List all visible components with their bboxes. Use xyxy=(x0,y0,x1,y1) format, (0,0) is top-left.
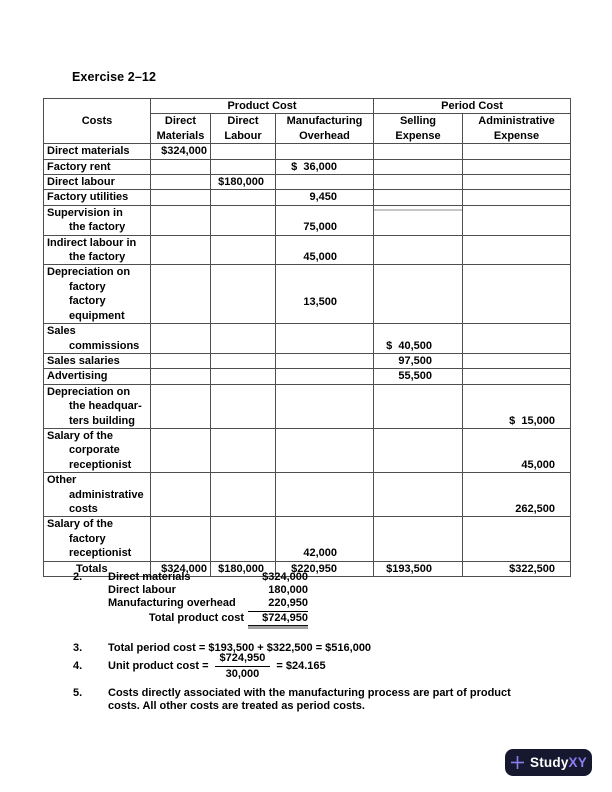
row-value-dl xyxy=(211,190,276,205)
row-value-dl xyxy=(211,384,276,428)
page-title: Exercise 2–12 xyxy=(72,70,157,84)
equation-prefix: Unit product cost = xyxy=(108,660,209,673)
row-value-mo xyxy=(276,144,374,159)
row-value-se xyxy=(374,473,463,517)
row-value-se xyxy=(374,190,463,205)
column-header-costs: Costs xyxy=(44,99,151,144)
row-value-se xyxy=(374,384,463,428)
unit-cost-equation xyxy=(108,652,326,681)
row-value-ae: 262,500 xyxy=(463,473,571,517)
logo-text-study: Study xyxy=(530,755,569,770)
row-value-dm xyxy=(151,324,211,354)
calc-label: Direct materials xyxy=(108,571,191,583)
plus-icon xyxy=(510,755,525,770)
table-row xyxy=(44,175,571,190)
item-number: 3. xyxy=(73,642,83,654)
row-value-dm xyxy=(151,205,211,235)
row-value-dl xyxy=(211,428,276,472)
column-header-administrative-expense: Administrative Expense xyxy=(463,114,571,144)
column-header-selling-expense: Selling Expense xyxy=(374,114,463,144)
totals-administrative-expense: $322,500 xyxy=(463,561,571,576)
table-row xyxy=(44,384,571,428)
row-value-se: 55,500 xyxy=(374,369,463,384)
row-label: Other administrative costs xyxy=(44,473,151,517)
row-value-dm xyxy=(151,265,211,324)
table-row xyxy=(44,235,571,265)
row-label: Depreciation on the headquar- ters building xyxy=(44,384,151,428)
calc-label: Manufacturing overhead xyxy=(108,597,236,610)
item-4-unit-product-cost xyxy=(73,652,326,681)
row-value-dl xyxy=(211,144,276,159)
row-value-mo xyxy=(276,175,374,190)
row-value-se xyxy=(374,205,463,235)
table-row xyxy=(44,353,571,368)
calc-value: 180,000 xyxy=(268,584,308,597)
row-value-ae xyxy=(463,265,571,324)
row-value-mo xyxy=(276,369,374,384)
row-value-dl xyxy=(211,353,276,368)
row-value-mo: 42,000 xyxy=(276,517,374,561)
calc-total-label: Total product cost xyxy=(148,611,244,624)
row-label: Factory rent xyxy=(44,159,151,174)
row-value-dl xyxy=(211,265,276,324)
row-value-dl xyxy=(211,473,276,517)
calc-row xyxy=(108,571,308,584)
row-value-se xyxy=(374,428,463,472)
calc-total-value: $724,950 xyxy=(248,612,308,626)
table-row xyxy=(44,324,571,354)
table-row xyxy=(44,428,571,472)
row-value-ae xyxy=(463,159,571,174)
row-value-dl xyxy=(211,235,276,265)
row-value-se xyxy=(374,235,463,265)
row-label: Advertising xyxy=(44,369,151,384)
fraction xyxy=(215,652,271,681)
row-value-dl xyxy=(211,205,276,235)
fraction-denominator: 30,000 xyxy=(225,668,260,681)
row-value-se xyxy=(374,175,463,190)
column-header-direct-materials: Direct Materials xyxy=(151,114,211,144)
row-value-dm xyxy=(151,384,211,428)
totals-direct-materials: $324,000 xyxy=(151,561,211,576)
table-row xyxy=(44,517,571,561)
item-number: 5. xyxy=(73,687,83,699)
row-value-ae xyxy=(463,369,571,384)
row-value-dm xyxy=(151,235,211,265)
column-group-period-cost: Period Cost xyxy=(374,99,571,114)
explanation-line: costs. All other costs are treated as period costs. xyxy=(108,700,365,713)
item-2-product-cost-calculation xyxy=(73,571,308,626)
row-value-mo: 45,000 xyxy=(276,235,374,265)
row-value-dm xyxy=(151,159,211,174)
row-value-dl xyxy=(211,369,276,384)
table-header-row-groups xyxy=(44,99,571,114)
row-value-dm xyxy=(151,517,211,561)
table-row xyxy=(44,473,571,517)
row-value-ae: $ 15,000 xyxy=(463,384,571,428)
row-value-mo: 9,450 xyxy=(276,190,374,205)
item-5-explanation xyxy=(73,687,511,713)
column-header-manufacturing-overhead: Manufacturing Overhead xyxy=(276,114,374,144)
row-value-se: 97,500 xyxy=(374,353,463,368)
row-value-mo: $ 36,000 xyxy=(276,159,374,174)
table-row xyxy=(44,159,571,174)
row-value-ae: 45,000 xyxy=(463,428,571,472)
item-number: 4. xyxy=(73,660,83,673)
calc-value-underlined: 220,950 xyxy=(248,597,308,611)
column-group-product-cost: Product Cost xyxy=(151,99,374,114)
logo-wordmark xyxy=(530,755,587,770)
row-label: Supervision in the factory xyxy=(44,205,151,235)
table-row xyxy=(44,190,571,205)
row-value-ae xyxy=(463,190,571,205)
row-value-dl xyxy=(211,159,276,174)
row-label: Sales commissions xyxy=(44,324,151,354)
totals-selling-expense: $193,500 xyxy=(374,561,463,576)
row-value-mo: 75,000 xyxy=(276,205,374,235)
row-label: Sales salaries xyxy=(44,353,151,368)
calc-label: Direct labour xyxy=(108,584,176,597)
table-row xyxy=(44,144,571,159)
table-row xyxy=(44,369,571,384)
row-label: Depreciation on factory factory equipment xyxy=(44,265,151,324)
row-value-ae xyxy=(463,324,571,354)
row-label: Indirect labour in the factory xyxy=(44,235,151,265)
explanation-line: Costs directly associated with the manufacturing process are part of product xyxy=(108,687,511,699)
product-cost-schedule xyxy=(108,571,308,626)
row-label: Salary of the factory receptionist xyxy=(44,517,151,561)
row-value-mo xyxy=(276,384,374,428)
row-value-dm xyxy=(151,473,211,517)
row-value-dm xyxy=(151,428,211,472)
row-value-dl xyxy=(211,324,276,354)
table-row xyxy=(44,265,571,324)
row-value-mo xyxy=(276,428,374,472)
row-value-mo xyxy=(276,324,374,354)
row-value-se xyxy=(374,159,463,174)
row-value-dm: $324,000 xyxy=(151,144,211,159)
row-value-dl: $180,000 xyxy=(211,175,276,190)
row-value-se xyxy=(374,144,463,159)
totals-manufacturing-overhead: $220,950 xyxy=(276,561,374,576)
calc-value: $324,000 xyxy=(262,571,308,583)
row-value-dm xyxy=(151,190,211,205)
table-row xyxy=(44,205,571,235)
row-value-ae xyxy=(463,353,571,368)
row-value-ae xyxy=(463,144,571,159)
row-value-mo: 13,500 xyxy=(276,265,374,324)
totals-direct-labour: $180,000 xyxy=(211,561,276,576)
row-label: Factory utilities xyxy=(44,190,151,205)
period-cost-equation: Total period cost = $193,500 + $322,500 = $516,000 xyxy=(108,642,372,654)
row-value-dm xyxy=(151,369,211,384)
row-value-ae xyxy=(463,175,571,190)
row-value-ae xyxy=(463,205,571,235)
row-value-dm xyxy=(151,175,211,190)
row-value-ae xyxy=(463,517,571,561)
equation-result: = $24.165 xyxy=(276,660,326,673)
calc-row-total xyxy=(108,612,308,626)
cost-classification-table xyxy=(43,98,571,577)
logo-text-xy: XY xyxy=(568,755,587,770)
row-value-dm xyxy=(151,353,211,368)
row-value-se xyxy=(374,517,463,561)
item-number: 2. xyxy=(73,571,83,583)
row-value-mo xyxy=(276,353,374,368)
row-label: Salary of the corporate receptionist xyxy=(44,428,151,472)
calc-row xyxy=(108,584,308,597)
row-label: Direct materials xyxy=(44,144,151,159)
row-value-dl xyxy=(211,517,276,561)
column-header-direct-labour: Direct Labour xyxy=(211,114,276,144)
row-value-mo xyxy=(276,473,374,517)
totals-label: Totals xyxy=(44,561,151,576)
cost-table-body xyxy=(44,144,571,561)
row-label: Direct labour xyxy=(44,175,151,190)
row-value-ae xyxy=(463,235,571,265)
studyxy-logo-badge xyxy=(505,749,592,776)
row-value-se xyxy=(374,265,463,324)
fraction-numerator: $724,950 xyxy=(215,652,271,667)
row-value-se: $ 40,500 xyxy=(374,324,463,354)
calc-row xyxy=(108,597,308,611)
explanation-text xyxy=(108,687,511,713)
